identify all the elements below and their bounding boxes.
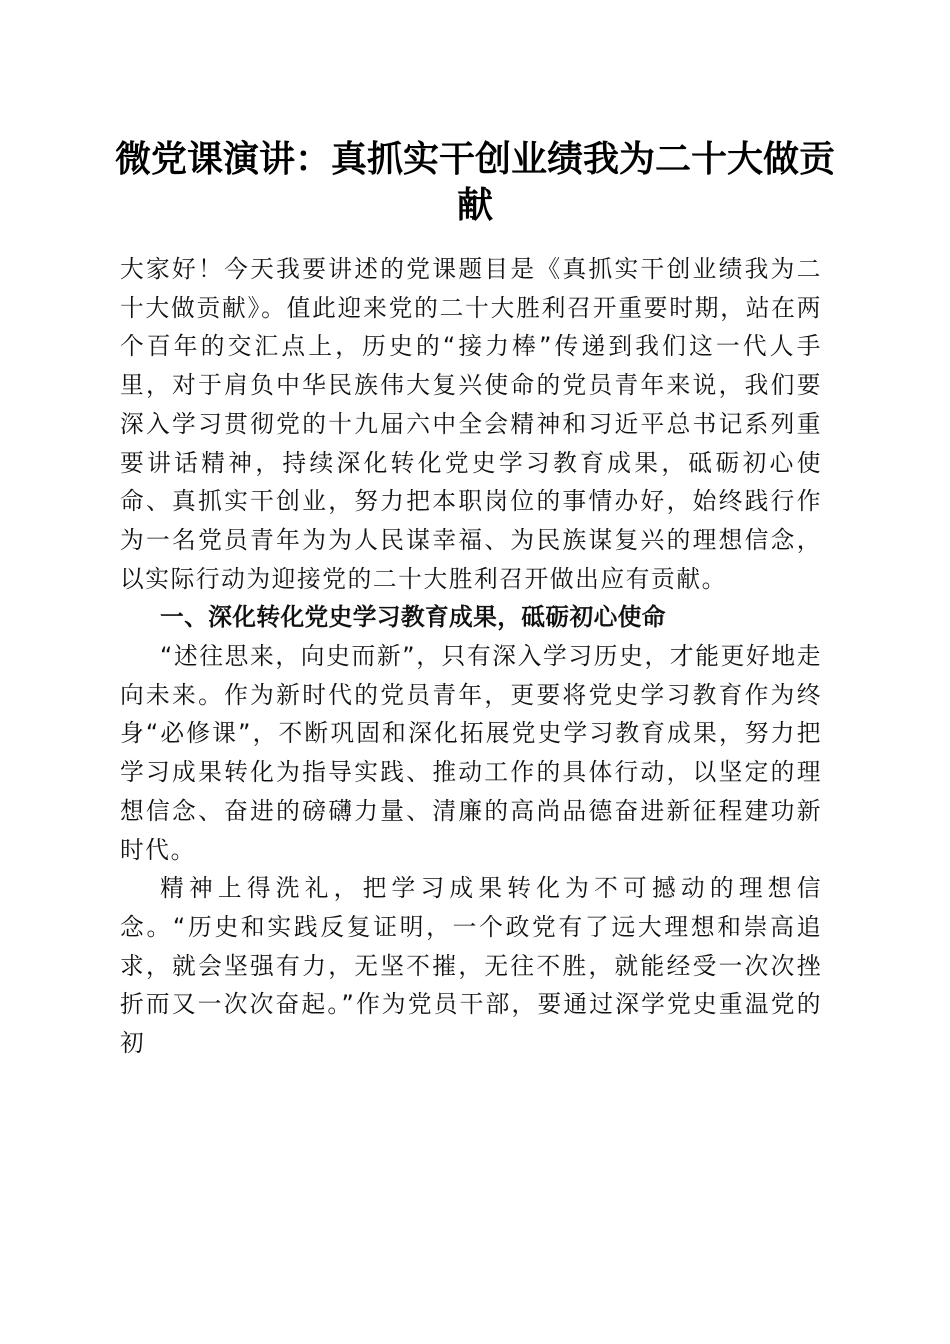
body-paragraph-2: 精神上得洗礼，把学习成果转化为不可撼动的理想信念。“历史和实践反复证明，一个政党有了远大理想和崇高追求，就会坚强有力，无坚不摧，无往不胜，就能经受一次次挫折而又一次次奋起。”作为党员干部，要通过深学党史重温党的初 bbox=[120, 874, 822, 1058]
opening-paragraph: 大家好！今天我要讲述的党课题目是《真抓实干创业绩我为二十大做贡献》。值此迎来党的二十大胜利召开重要时期，站在两个百年的交汇点上，历史的“接力棒”传递到我们这一代人手里，对于肩负中华民族伟大复兴使命的党员青年来说，我们要深入学习贯彻党的十九届六中全会精神和习近平总书记系列重要讲话精神，持续深化转化党史学习教育成果，砥砺初心使命、真抓实干创业，努力把本职岗位的事情办好，始终践行作为一名党员青年为为人民谋幸福、为民族谋复兴的理想信念，以实际行动为迎接党的二十大胜利召开做出应有贡献。 bbox=[120, 255, 822, 593]
document-title: 微党课演讲：真抓实干创业绩我为二十大做贡献 bbox=[114, 138, 835, 226]
section-heading-1: 一、深化转化党史学习教育成果，砥砺初心使命 bbox=[160, 603, 666, 632]
document-body bbox=[120, 250, 822, 1063]
body-paragraph-1: “述往思来，向史而新”，只有深入学习历史，才能更好地走向未来。作为新时代的党员青年，更要将党史学习教育作为终身“必修课”，不断巩固和深化拓展党史学习教育成果，努力把学习成果转化为指导实践、推动工作的具体行动，以坚定的理想信念、奋进的磅礴力量、清廉的高尚品德奋进新征程建功新时代。 bbox=[120, 642, 822, 864]
